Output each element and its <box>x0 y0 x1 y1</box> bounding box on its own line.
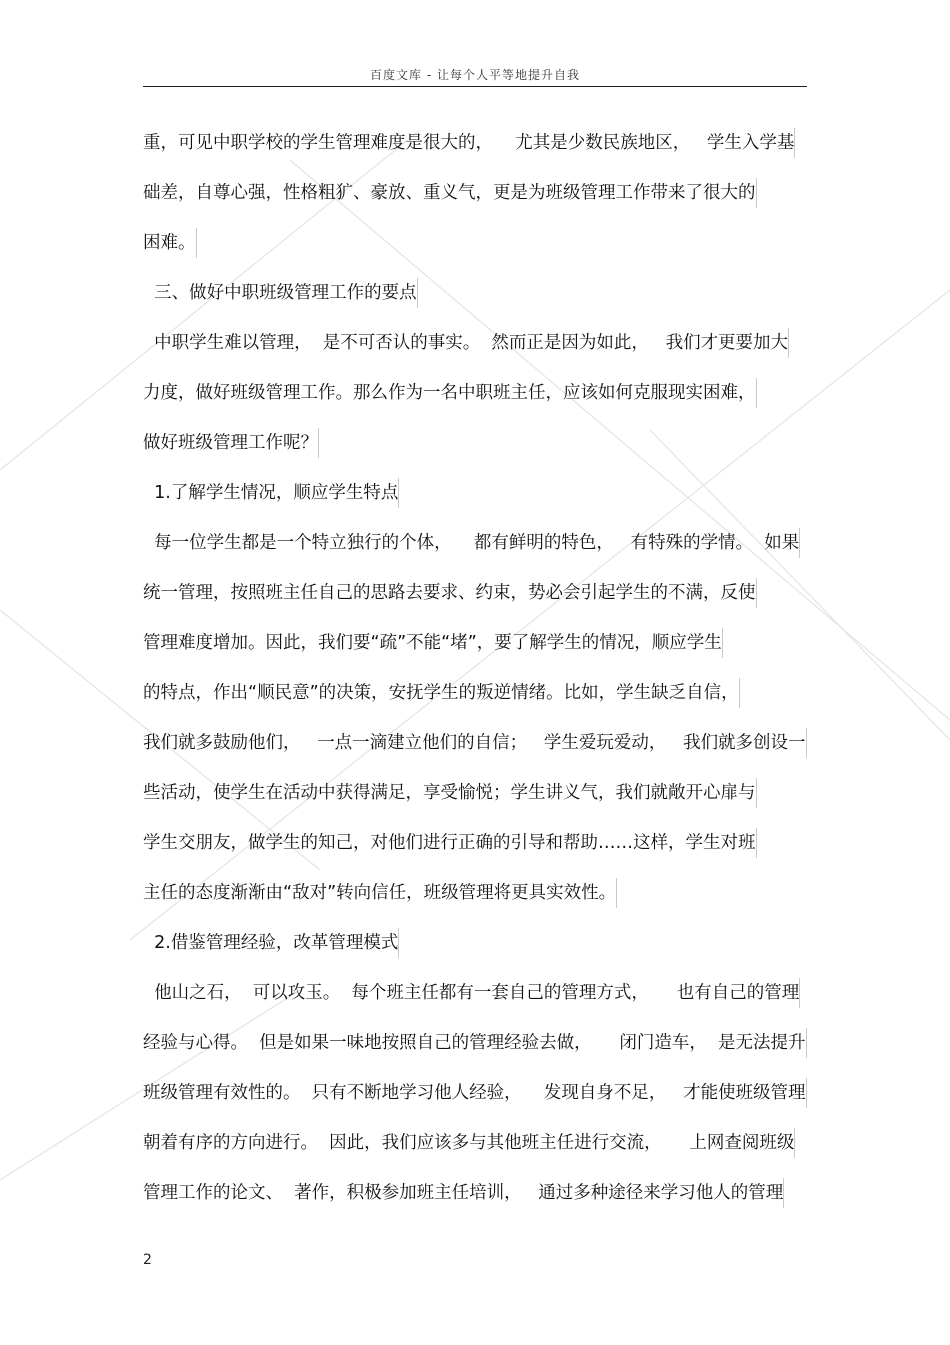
text-line: 班级管理有效性的。 只有不断地学习他人经验， 发现自身不足， 才能使班级管理 <box>143 1078 807 1108</box>
text-line: 中职学生难以管理， 是不可否认的事实。 然而正是因为如此， 我们才更要加大 <box>143 328 789 358</box>
text-line: 管理工作的论文、 著作，积极参加班主任培训， 通过多种途径来学习他人的管理 <box>143 1178 784 1208</box>
text-line: 重，可见中职学校的学生管理难度是很大的， 尤其是少数民族地区， 学生入学基 <box>143 128 795 158</box>
text-line: 力度，做好班级管理工作。那么作为一名中职班主任，应该如何克服现实困难， <box>143 378 757 408</box>
text-line: 1.了解学生情况，顺应学生特点 <box>143 478 399 508</box>
text-line: 管理难度增加。因此，我们要“疏”不能“堵”，要了解学生的情况，顺应学生 <box>143 628 723 658</box>
page-number: 2 <box>143 1252 152 1268</box>
text-line: 些活动，使学生在活动中获得满足，享受愉悦；学生讲义气，我们就敞开心扉与 <box>143 778 757 808</box>
text-line: 学生交朋友，做学生的知己，对他们进行正确的引导和帮助……这样，学生对班 <box>143 828 757 858</box>
header-divider <box>143 86 807 87</box>
text-line: 朝着有序的方向进行。 因此，我们应该多与其他班主任进行交流， 上网查阅班级 <box>143 1128 795 1158</box>
header-title: 百度文库 - 让每个人平等地提升自我 <box>370 68 580 82</box>
text-line: 三、做好中职班级管理工作的要点 <box>143 278 418 308</box>
text-line: 困难。 <box>143 228 197 258</box>
text-line: 础差，自尊心强，性格粗犷、豪放、重义气，更是为班级管理工作带来了很大的 <box>143 178 757 208</box>
text-line: 2.借鉴管理经验，改革管理模式 <box>143 928 399 958</box>
text-line: 他山之石， 可以攻玉。 每个班主任都有一套自己的管理方式， 也有自己的管理 <box>143 978 800 1008</box>
text-line: 经验与心得。 但是如果一味地按照自己的管理经验去做， 闭门造车， 是无法提升 <box>143 1028 807 1058</box>
text-line: 的特点，作出“顺民意”的决策，安抚学生的叛逆情绪。比如，学生缺乏自信， <box>143 678 740 708</box>
text-line: 做好班级管理工作呢？ <box>143 428 319 458</box>
text-line: 统一管理，按照班主任自己的思路去要求、约束，势必会引起学生的不满，反使 <box>143 578 757 608</box>
text-line: 我们就多鼓励他们， 一点一滴建立他们的自信； 学生爱玩爱动， 我们就多创设一 <box>143 728 807 758</box>
text-line: 主任的态度渐渐由“敌对”转向信任，班级管理将更具实效性。 <box>143 878 617 908</box>
text-line: 每一位学生都是一个特立独行的个体， 都有鲜明的特色， 有特殊的学情。 如果 <box>143 528 800 558</box>
